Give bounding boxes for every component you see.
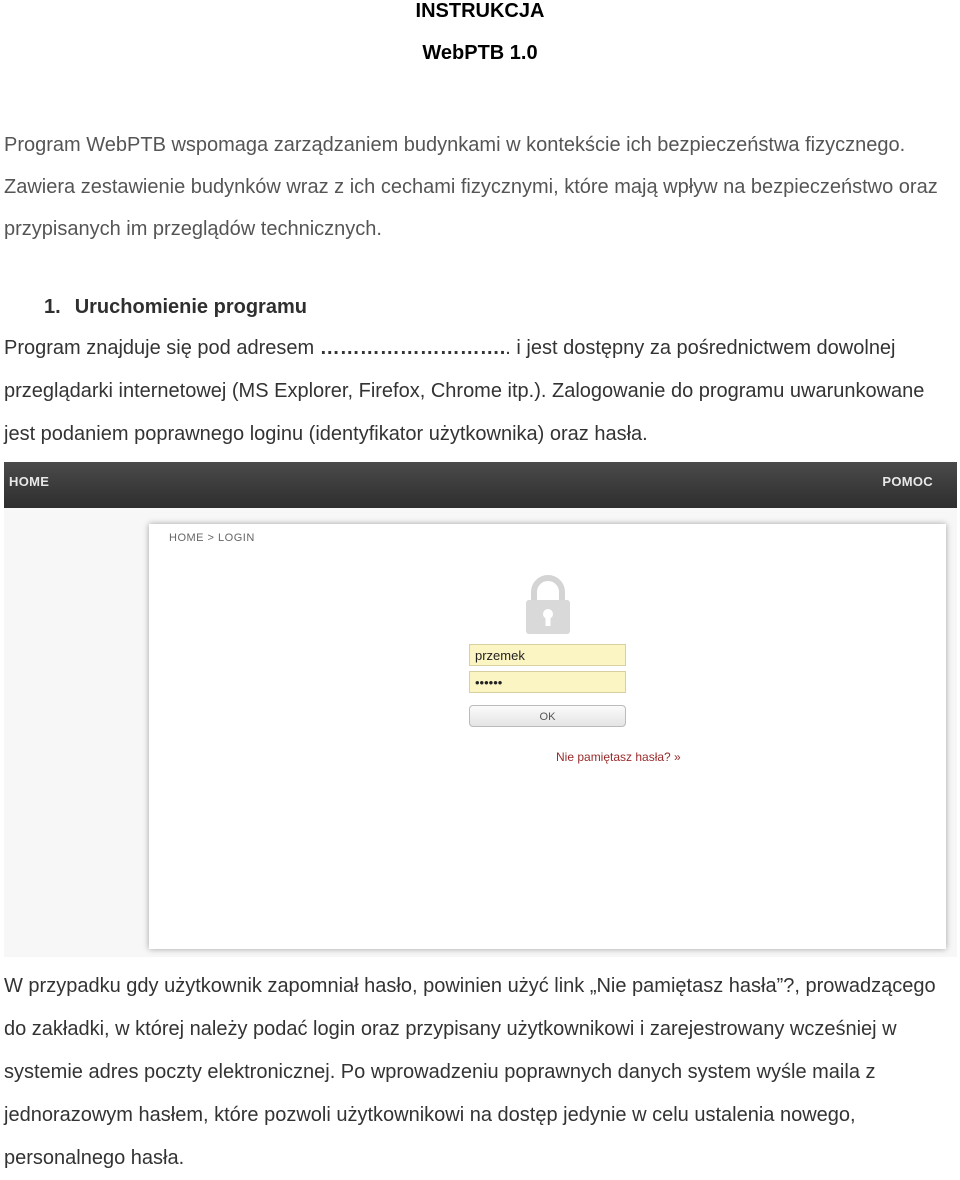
forgot-password-link[interactable]: Nie pamiętasz hasła? » [556, 750, 681, 764]
top-nav-bar [4, 462, 957, 508]
breadcrumb [169, 532, 255, 544]
section-number: 1. [44, 296, 61, 318]
paragraph-text-start: Program znajduje się pod adresem [4, 337, 320, 359]
document-title: INSTRUKCJA [415, 0, 545, 22]
login-card [149, 524, 946, 949]
breadcrumb-current: LOGIN [218, 532, 255, 544]
ok-button[interactable]: OK [469, 705, 626, 727]
paragraph-text-end: . i jest dostępny za pośrednictwem dowolnej przeglądarki internetowej (MS Explorer, Firefox, Chrome itp.). Zalogowanie do programu uwarunkowane jest podaniem poprawnego loginu (identyfikator użytkownika) oraz hasła. [4, 337, 925, 445]
document-subtitle: WebPTB 1.0 [422, 42, 538, 64]
nav-home-link[interactable]: HOME [9, 474, 50, 489]
section-title: Uruchomienie programu [74, 296, 307, 318]
section-paragraph [4, 327, 959, 456]
address-blank: ………………………. [319, 337, 506, 359]
breadcrumb-separator: > [204, 532, 219, 544]
lock-icon [522, 574, 574, 636]
nav-help-link[interactable]: POMOC [882, 474, 933, 489]
username-field[interactable]: przemek [469, 644, 626, 666]
login-screenshot [4, 462, 957, 957]
section-heading [44, 296, 307, 319]
intro-paragraph: Program WebPTB wspomaga zarządzaniem budynkami w kontekście ich bezpieczeństwa fizycznego. Zawiera zestawienie budynków wraz z ich cechami fizycznymi, które mają wpływ na bezpieczeństwo oraz przypisanych im przeglądów technicznych. [4, 134, 938, 240]
breadcrumb-home[interactable]: HOME [169, 532, 204, 544]
forgot-password-paragraph: W przypadku gdy użytkownik zapomniał hasło, powinien użyć link „Nie pamiętasz hasła”?, prowadzącego do zakładki, w której należy podać login oraz przypisany użytkownikowi i zarejestrowany wcześniej w systemie adres poczty elektronicznej. Po wprowadzeniu poprawnych danych system wyśle maila z jednorazowym hasłem, które pozwoli użytkownikowi na dostęp jedynie w celu ustalenia nowego, personalnego hasła. [4, 975, 936, 1169]
password-field[interactable]: •••••• [469, 671, 626, 693]
